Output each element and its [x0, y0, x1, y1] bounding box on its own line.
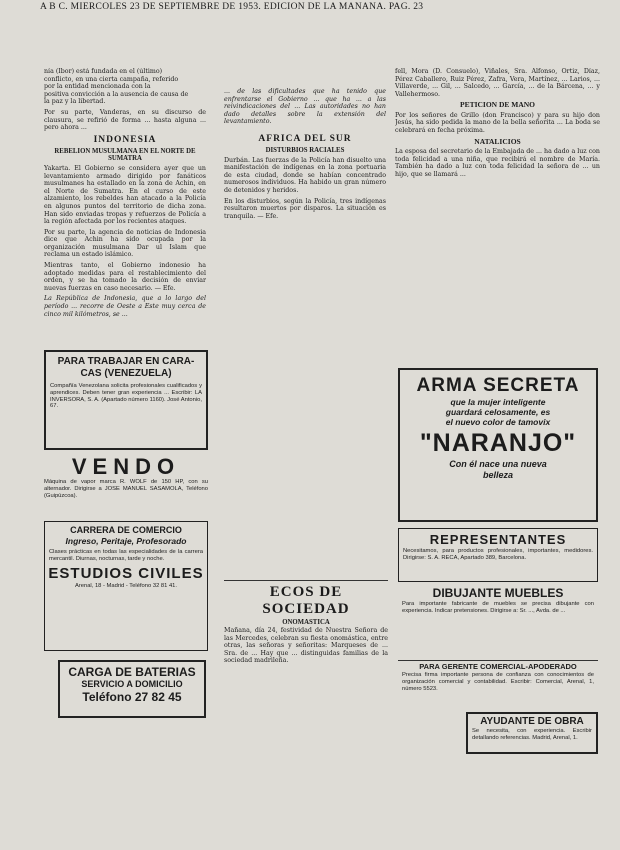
ad-baterias — [58, 660, 206, 718]
indonesia-heading: INDONESIA — [93, 134, 157, 145]
gerente-top-rule — [398, 660, 598, 661]
peticion-text: Por los señores de Grillo (don Francisco) y para su hijo don Jesús, ha sido pedida la mano de la bella señorita ... La boda se celebrará en fecha próxima. — [395, 111, 600, 135]
left-paragraph-2: Yakarta. El Gobierno se considera ayer que un levantamiento armado dirigido por fanáticos musulmanes ha estallado en la zona de Achin, en el Norte de Sumatra. En el curso de este alzamiento, los rebeldes han atacado a la Policía en algunos puntos del territorio de dicha zona. Han sido enviadas tropas y refuerzos de Policía a la región afectada por los recientes ataques. — [44, 164, 206, 226]
ad-ayudante-title: AYUDANTE DE OBRA — [480, 716, 584, 727]
left-paragraph-3: Por su parte, la agencia de noticias de Indonesia dice que Achin ha sido ocupada por la organización musulmana Dar ul Islam que reclama un estado islámico. — [44, 228, 206, 259]
ad-arma-secreta — [398, 368, 598, 522]
ad-arma-big: "NARANJO" — [419, 429, 577, 457]
ad-representantes-title: REPRESENTANTES — [429, 532, 567, 547]
intro-line-3: por la entidad mencionada con la — [44, 83, 151, 91]
page-header: A B C. MIERCOLES 23 DE SEPTIEMBRE DE 1953. EDICION DE LA MAÑANA. PAG. 23 — [40, 2, 424, 12]
ad-arma-line-5: belleza — [482, 470, 513, 480]
intro-line-4: positiva convicción a la ausencia de causa de — [44, 90, 189, 98]
intro-line-5: la paz y la libertad. — [44, 98, 106, 106]
ad-gerente-body: Precisa firma importante persona de confianza con conocimientos de organización comercial y contabilidad. Escribir: Comercial, Arenal, 1, número 5523. — [402, 672, 594, 692]
ecos-subtitle: ONOMASTICA — [282, 619, 330, 626]
natalicios-heading: NATALICIOS — [474, 136, 521, 146]
ad-baterias-phone: Teléfono 27 82 45 — [82, 690, 182, 704]
ad-ayudante-body: Se necesita, con experiencia. Escribir detallando referencias. Madrid, Arenal, 1. — [472, 728, 592, 741]
ad-baterias-title-2: SERVICIO A DOMICILIO — [81, 679, 183, 689]
ad-caracas-body: Compañía Venezolana solicita profesionales cualificados y aprendices. Deben tener gran experiencia ... Escribir: LA INVERSORA, S. A. (Apartado número 1160). José Antonio, 67. — [50, 383, 202, 410]
natalicios-text: La esposa del secretario de la Embajada de ... ha dado a luz con toda felicidad a una niña, que recibirá el nombre de María. También ha dado a luz con toda felicidad la señora de ... un hijo, que se llamará ... — [395, 148, 600, 178]
ecos-body: Mañana, día 24, festividad de Nuestra Señora de las Mercedes, celebran su fiesta onomástica, entre otras, las señoras y señoritas: Marqueses de ... Sra. de ... Hay que ... distinguidas familias de la sociedad madrileña. — [224, 627, 388, 665]
ad-ayudante-obra — [466, 712, 598, 754]
ad-comercio-address: Arenal, 18 - Madrid - Teléfono 32 81 41. — [74, 582, 178, 589]
africa-subheading: DISTURBIOS RACIALES — [265, 146, 345, 154]
ad-baterias-title-1: CARGA DE BATERIAS — [68, 665, 196, 679]
ad-comercio-body: Clases prácticas en todas las especialidades de la carrera mercantil. Diurnas, nocturnas, tarde y noche. — [49, 549, 203, 562]
ad-arma-line-2: guardará celosamente, es — [445, 407, 551, 417]
ad-representantes-body: Necesitamos, para productos profesionales, importantes, medidores. Dirigirse: S. A. RECA, Apartado 389, Barcelona. — [403, 548, 593, 561]
left-column — [44, 68, 206, 343]
ecos-de-sociedad — [224, 584, 388, 839]
ad-vendo-title: VENDO — [71, 455, 181, 479]
ad-vendo — [44, 455, 208, 517]
ad-comercio-title-2: Ingreso, Peritaje, Profesorado — [65, 536, 187, 546]
ecos-top-rule — [224, 580, 388, 581]
middle-paragraph-1: ... de las dificultades que ha tenido que enfrentarse el Gobierno ... que ha ... a las reivindicaciones del ... Las autoridades no han dado detalles sobre la extensión del levantamiento. — [224, 88, 386, 126]
ad-caracas-title-2: CAS (VENEZUELA) — [80, 368, 172, 379]
ad-dibujante — [398, 586, 598, 656]
right-paragraph-1: fell, Mora (D. Consuelo), Viñales, Sra. Alfonso, Ortiz, Díaz, Pérez Caballero, Ruiz Pérez, Zafra, Vera, Martínez, ... Larios, ... Villaverde, ... Gil, ... Salcedo, ... García, ... de la Bárcena, ... y Vallehermoso. — [395, 68, 600, 98]
ad-arma-line-3: el nuevo color de tamovix — [445, 417, 551, 427]
ad-comercio-title-1: CARRERA DE COMERCIO — [70, 525, 182, 535]
ad-comercio-title-3: ESTUDIOS CIVILES — [48, 564, 204, 582]
peticion-heading: PETICION DE MANO — [459, 100, 535, 110]
ad-caracas — [44, 350, 208, 450]
ad-arma-line-4: Con él nace una nueva — [449, 459, 547, 469]
left-paragraph-4: Mientras tanto, el Gobierno indonesio ha adoptado medidas para el restablecimiento del orden, y se ha tomado la decisión de enviar nuevas fuerzas en caso necesario. — Efe. — [44, 262, 206, 292]
intro-line-2: conflicto, en una cierta campaña, referido — [44, 75, 179, 83]
intro-line-1: nía (Ibor) está fundada en el (último) — [44, 68, 163, 75]
ad-vendo-body: Máquina de vapor marca R. WOLF de 150 HP, con su alternador. Dirigirse a JOSE MANUEL SASAMOLA, Teléfono (Guipúzcoa). — [44, 479, 208, 499]
ad-dibujante-body: Para importante fabricante de muebles se precisa dibujante con experiencia. Indicar pretensiones. Dirigirse a: Sr. ..., Avda. de ... — [402, 601, 594, 614]
ad-arma-line-1: que la mujer inteligente — [450, 397, 546, 407]
middle-column — [224, 88, 386, 423]
middle-paragraph-2: Durbán. Las fuerzas de la Policía han disuelto una manifestación de indígenas en la zona portuaria de esta ciudad, donde se habían concentrado numerosos individuos. Ha habido un gran número de detenidos y heridos. — [224, 156, 386, 194]
ecos-title: ECOS DE SOCIEDAD — [262, 584, 350, 617]
ad-arma-title: ARMA SECRETA — [416, 375, 580, 396]
right-column — [395, 68, 600, 358]
africa-heading: AFRICA DEL SUR — [258, 133, 352, 144]
indonesia-subheading: REBELION MUSULMANA EN EL NORTE DE SUMATRA — [54, 147, 196, 163]
ad-gerente — [398, 662, 598, 710]
ad-dibujante-title: DIBUJANTE MUEBLES — [432, 586, 564, 600]
left-paragraph-1: Por su parte, Vanderas, en su discurso de clausura, se refirió de forma ... hasta alguna ... pero ahora ... — [44, 108, 206, 132]
middle-paragraph-3: En los disturbios, según la Policía, tres indígenas resultaron muertos por disparos. La situación es tranquila. — Efe. — [224, 197, 386, 220]
ad-representantes — [398, 528, 598, 582]
left-paragraph-5: La República de Indonesia, que a lo largo del período ... recorre de Oeste a Este muy cerca de cinco mil kilómetros, se ... — [44, 295, 206, 318]
ad-gerente-title: PARA GERENTE COMERCIAL-APODERADO — [419, 662, 577, 671]
ad-caracas-title-1: PARA TRABAJAR EN CARA- — [57, 356, 195, 367]
ad-comercio — [44, 521, 208, 651]
